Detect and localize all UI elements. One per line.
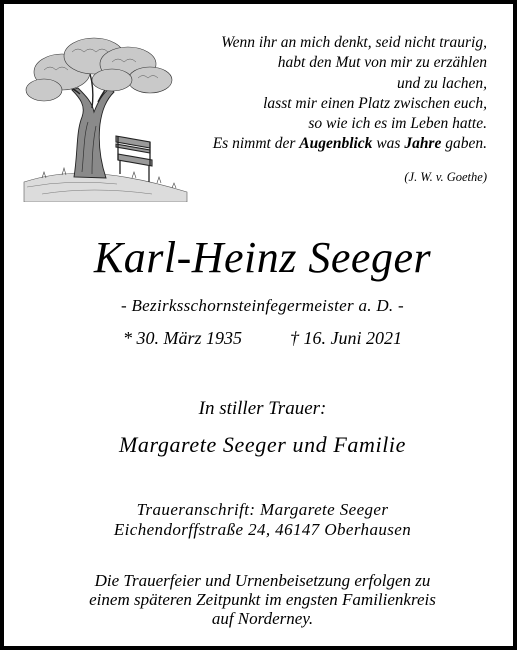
death-date: † 16. Juni 2021 [290,328,402,348]
poem-text: was [372,135,405,153]
poem-line: so wie ich es im Leben hatte. [308,115,487,133]
birth-date: * 30. März 1935 [122,328,242,348]
mourners-family: Margarete Seeger und Familie [118,432,407,457]
poem [147,33,487,155]
deceased-profession: - Bezirksschornsteinfegermeister a. D. - [120,296,404,315]
poem-text: gaben. [441,135,487,153]
notice-line: auf Norderney. [211,609,314,628]
poem-line: lasst mir einen Platz zwischen euch, [263,94,487,112]
poem-text: Es nimmt der [212,135,300,153]
poem-attribution: (J. W. v. Goethe) [404,170,487,184]
address-line: Eichendorffstraße 24, 46147 Oberhausen [113,520,412,539]
funeral-notice [4,571,517,628]
poem-emphasis-augenblick: Augenblick [299,135,373,153]
notice-line: Die Trauerfeier und Urnenbeisetzung erfolgen zu [94,571,431,590]
poem-line: Wenn ihr an mich denkt, seid nicht traurig, [221,34,487,51]
mourning-heading: In stiller Trauer: [198,398,327,419]
poem-last-line [147,134,487,154]
mourning-address [4,500,517,540]
deceased-name: Karl-Heinz Seeger [93,233,432,282]
poem-line: habt den Mut von mir zu erzählen [277,54,487,72]
poem-line: und zu lachen, [397,74,487,92]
notice-line: einem späteren Zeitpunkt im engsten Familienkreis [89,590,436,609]
poem-emphasis-jahre: Jahre [404,135,442,153]
life-dates [4,328,517,349]
address-line: Traueranschrift: Margarete Seeger [136,500,389,519]
